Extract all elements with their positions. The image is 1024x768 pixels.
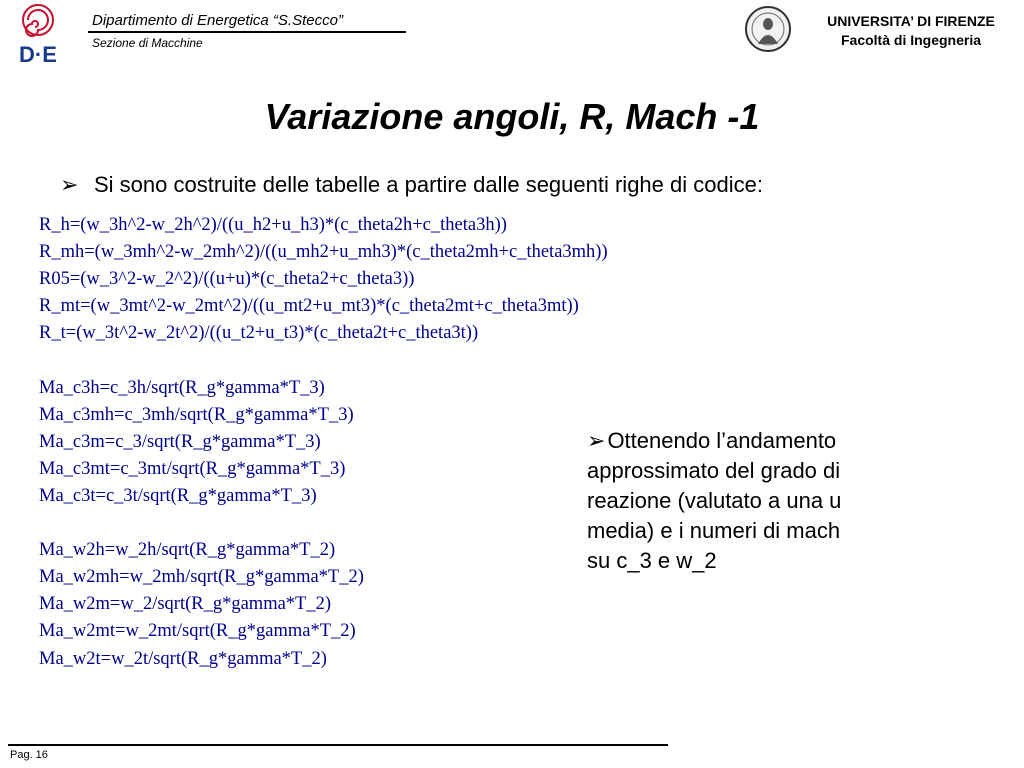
code-line: Ma_w2h=w_2h/sqrt(R_g*gamma*T_2): [39, 540, 336, 561]
code-line: [39, 347, 608, 374]
page-number: Pag. 16: [10, 749, 48, 761]
department-name: Dipartimento di Energetica “S.Stecco”: [92, 12, 343, 29]
de-logo: [6, 2, 70, 66]
footer-divider: [8, 744, 668, 746]
header-divider: [88, 31, 406, 33]
code-line: Ma_w2m=w_2/sqrt(R_g*gamma*T_2): [39, 594, 332, 615]
code-line: R_h=(w_3h^2-w_2h^2)/((u_h2+u_h3)*(c_theta2h+c_theta3h)): [39, 215, 507, 235]
faculty-name: Facoltà di Ingegneria: [840, 32, 982, 48]
code-line: Ma_w2mt=w_2mt/sqrt(R_g*gamma*T_2): [39, 621, 356, 642]
result-note: [587, 426, 897, 576]
note-line: su c_3 e w_2: [587, 548, 717, 573]
spiral-icon: [23, 5, 53, 36]
code-line: Ma_c3mt=c_3mt/sqrt(R_g*gamma*T_3): [39, 458, 346, 479]
code-block: [39, 212, 608, 673]
bullet-text: Si sono costruite delle tabelle a partire dalle seguenti righe di codice:: [94, 172, 763, 197]
code-line: Ma_c3mh=c_3mh/sqrt(R_g*gamma*T_3): [39, 404, 354, 425]
code-line: Ma_w2mh=w_2mh/sqrt(R_g*gamma*T_2): [39, 567, 364, 588]
code-line: R05=(w_3^2-w_2^2)/((u+u)*(c_theta2+c_theta3)): [39, 269, 415, 290]
university-name: UNIVERSITA’ DI FIRENZE: [827, 13, 995, 29]
university-block: [806, 12, 1016, 50]
note-line: reazione (valutato a una u: [587, 488, 842, 513]
note-line: media) e i numeri di mach: [587, 518, 841, 543]
code-line: Ma_c3t=c_3t/sqrt(R_g*gamma*T_3): [39, 485, 317, 506]
bullet-arrow-icon: ➢: [60, 172, 79, 197]
university-seal-icon: [744, 4, 792, 54]
code-line: R_t=(w_3t^2-w_2t^2)/((u_t2+u_t3)*(c_theta2t+c_theta3t)): [39, 323, 479, 344]
slide-title: Variazione angoli, R, Mach -1: [264, 96, 760, 137]
code-line: Ma_w2t=w_2t/sqrt(R_g*gamma*T_2): [39, 648, 327, 669]
code-line: Ma_c3m=c_3/sqrt(R_g*gamma*T_3): [39, 431, 321, 452]
note-arrow-icon: ➢: [587, 428, 606, 453]
note-line: approssimato del grado di: [587, 458, 841, 483]
section-name: Sezione di Macchine: [92, 36, 203, 50]
code-line: [39, 510, 608, 537]
code-line: R_mh=(w_3mh^2-w_2mh^2)/((u_mh2+u_mh3)*(c_theta2mh+c_theta3mh)): [39, 242, 608, 263]
logo-text: D·E: [19, 42, 57, 66]
code-line: R_mt=(w_3mt^2-w_2mt^2)/((u_mt2+u_mt3)*(c_theta2mt+c_theta3mt)): [39, 296, 579, 317]
code-line: Ma_c3h=c_3h/sqrt(R_g*gamma*T_3): [39, 377, 325, 398]
note-line: ➢Ottenendo l’andamento: [587, 428, 837, 453]
